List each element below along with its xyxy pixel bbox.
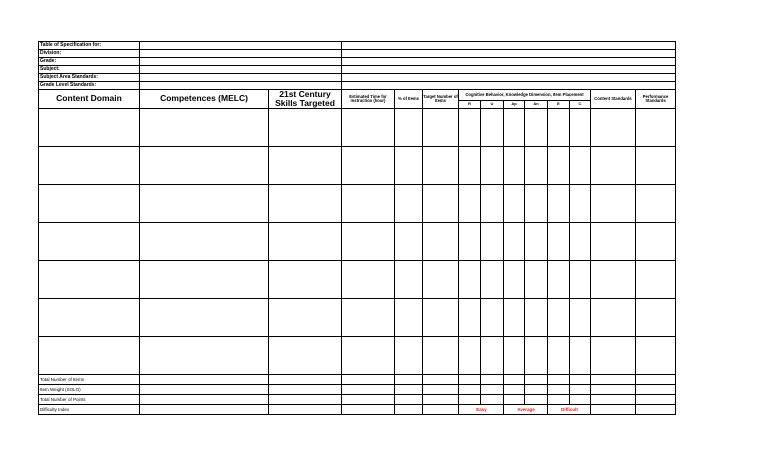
meta-value-a[interactable]: [140, 58, 342, 66]
meta-value-b[interactable]: [342, 66, 676, 74]
cell[interactable]: [395, 108, 423, 146]
cell[interactable]: [140, 336, 269, 374]
cell[interactable]: [395, 222, 423, 260]
cell[interactable]: [459, 108, 481, 146]
cell[interactable]: [269, 222, 342, 260]
cell[interactable]: [636, 336, 676, 374]
cell[interactable]: [140, 222, 269, 260]
difficulty-easy: Easy: [459, 404, 504, 414]
cell[interactable]: [548, 336, 570, 374]
cog-u: U: [481, 100, 504, 108]
cell[interactable]: [423, 146, 459, 184]
header-section: [39, 90, 676, 109]
cell[interactable]: [504, 184, 525, 222]
table-row: [39, 184, 676, 222]
cell[interactable]: [504, 384, 525, 394]
cell[interactable]: [459, 384, 481, 394]
cog-c: C: [570, 100, 591, 108]
cell[interactable]: [525, 184, 548, 222]
cell[interactable]: [342, 374, 395, 384]
cell[interactable]: [342, 336, 395, 374]
cog-e: E: [548, 100, 570, 108]
cell[interactable]: [481, 298, 504, 336]
cell[interactable]: [481, 384, 504, 394]
cell[interactable]: [481, 260, 504, 298]
cell[interactable]: [591, 404, 636, 414]
cell[interactable]: [140, 184, 269, 222]
cell[interactable]: [269, 384, 342, 394]
cell[interactable]: [269, 184, 342, 222]
cell[interactable]: [342, 260, 395, 298]
meta-label: Subject Area Standards:: [39, 74, 140, 82]
cell[interactable]: [525, 108, 548, 146]
meta-row: [39, 58, 676, 66]
cell[interactable]: [481, 336, 504, 374]
cell[interactable]: [504, 374, 525, 384]
cog-an: An: [525, 100, 548, 108]
header-performance-standards: Performance Standards: [636, 90, 676, 109]
cell[interactable]: [269, 394, 342, 404]
meta-value-b[interactable]: [342, 58, 676, 66]
cell[interactable]: [342, 146, 395, 184]
meta-section: [39, 42, 676, 90]
cell[interactable]: [423, 404, 459, 414]
cell[interactable]: [591, 260, 636, 298]
difficulty-difficult: Difficult: [548, 404, 591, 414]
meta-value-a[interactable]: [140, 74, 342, 82]
cell[interactable]: [570, 184, 591, 222]
cell[interactable]: [525, 384, 548, 394]
meta-row: [39, 42, 676, 50]
cell[interactable]: [269, 298, 342, 336]
footer-label: Item Weight (SOLO): [39, 384, 140, 394]
cell[interactable]: [636, 394, 676, 404]
cell[interactable]: [570, 146, 591, 184]
cell[interactable]: [342, 184, 395, 222]
cell[interactable]: [504, 298, 525, 336]
cell[interactable]: [591, 394, 636, 404]
footer-row: [39, 394, 676, 404]
footer-row: [39, 404, 676, 414]
cog-ap: Ap: [504, 100, 525, 108]
cell[interactable]: [636, 260, 676, 298]
cell[interactable]: [636, 374, 676, 384]
spec-table: [38, 41, 676, 415]
cell[interactable]: [504, 108, 525, 146]
cell[interactable]: [636, 222, 676, 260]
cell[interactable]: [459, 222, 481, 260]
cell[interactable]: [504, 336, 525, 374]
cell[interactable]: [39, 184, 140, 222]
cell[interactable]: [591, 374, 636, 384]
cell[interactable]: [636, 184, 676, 222]
cell[interactable]: [342, 394, 395, 404]
cell[interactable]: [459, 146, 481, 184]
cell[interactable]: [140, 260, 269, 298]
cell[interactable]: [423, 374, 459, 384]
footer-label: Total Number of Points: [39, 394, 140, 404]
cell[interactable]: [39, 146, 140, 184]
cell[interactable]: [481, 394, 504, 404]
table-row: [39, 336, 676, 374]
header-content-standards: Content Standards: [591, 90, 636, 109]
cell[interactable]: [395, 146, 423, 184]
meta-row: [39, 50, 676, 58]
meta-row: [39, 66, 676, 74]
cell[interactable]: [140, 298, 269, 336]
cell[interactable]: [570, 108, 591, 146]
cell[interactable]: [525, 146, 548, 184]
footer-label: Total Number of Items: [39, 374, 140, 384]
meta-label: Subject:: [39, 66, 140, 74]
header-content-domain: Content Domain: [39, 90, 140, 109]
cell[interactable]: [423, 336, 459, 374]
cell[interactable]: [548, 184, 570, 222]
footer-row: [39, 374, 676, 384]
cell[interactable]: [504, 394, 525, 404]
cell[interactable]: [342, 108, 395, 146]
cell[interactable]: [591, 222, 636, 260]
cell[interactable]: [395, 374, 423, 384]
cell[interactable]: [459, 394, 481, 404]
cell[interactable]: [459, 298, 481, 336]
cell[interactable]: [342, 222, 395, 260]
table-row: [39, 298, 676, 336]
cell[interactable]: [591, 146, 636, 184]
cell[interactable]: [548, 108, 570, 146]
cell[interactable]: [423, 108, 459, 146]
cell[interactable]: [548, 384, 570, 394]
cell[interactable]: [423, 384, 459, 394]
meta-value-b[interactable]: [342, 50, 676, 58]
cell[interactable]: [525, 374, 548, 384]
cell[interactable]: [525, 298, 548, 336]
cell[interactable]: [395, 394, 423, 404]
cell[interactable]: [39, 336, 140, 374]
footer-row: [39, 384, 676, 394]
cell[interactable]: [570, 374, 591, 384]
cell[interactable]: [548, 298, 570, 336]
cell[interactable]: [395, 184, 423, 222]
cell[interactable]: [548, 146, 570, 184]
cell[interactable]: [504, 146, 525, 184]
meta-value-a[interactable]: [140, 42, 342, 50]
header-time: Estimated Time for Instruction (hour): [342, 90, 395, 109]
cell[interactable]: [39, 108, 140, 146]
cell[interactable]: [269, 336, 342, 374]
cell[interactable]: [525, 222, 548, 260]
meta-row: [39, 74, 676, 82]
cell[interactable]: [591, 384, 636, 394]
cell[interactable]: [570, 394, 591, 404]
cell[interactable]: [548, 394, 570, 404]
header-target-number: Target Number of Items: [423, 90, 459, 109]
table-row: [39, 222, 676, 260]
cell[interactable]: [570, 298, 591, 336]
cell[interactable]: [548, 222, 570, 260]
cell[interactable]: [342, 384, 395, 394]
cell[interactable]: [140, 374, 269, 384]
cell[interactable]: [570, 336, 591, 374]
cell[interactable]: [342, 298, 395, 336]
difficulty-average: Average: [504, 404, 548, 414]
cell[interactable]: [395, 260, 423, 298]
meta-label: Division:: [39, 50, 140, 58]
body-section: [39, 108, 676, 374]
cell[interactable]: [591, 336, 636, 374]
cell[interactable]: [395, 298, 423, 336]
cell[interactable]: [140, 394, 269, 404]
header-skills: 21st Century Skills Targeted: [269, 90, 342, 109]
meta-value-b[interactable]: [342, 74, 676, 82]
cell[interactable]: [459, 184, 481, 222]
table-row: [39, 260, 676, 298]
cell[interactable]: [140, 404, 269, 414]
meta-label: Grade:: [39, 58, 140, 66]
cell[interactable]: [269, 374, 342, 384]
cell[interactable]: [548, 374, 570, 384]
cell[interactable]: [423, 260, 459, 298]
meta-value-b[interactable]: [342, 82, 676, 90]
cell[interactable]: [481, 184, 504, 222]
header-cognitive: Cognitive Behavior, Knowledge Dimension, Item Placement: [459, 90, 591, 101]
cell[interactable]: [140, 108, 269, 146]
cell[interactable]: [140, 384, 269, 394]
cell[interactable]: [269, 260, 342, 298]
cell[interactable]: [423, 394, 459, 404]
cell[interactable]: [636, 146, 676, 184]
meta-value-b[interactable]: [342, 42, 676, 50]
cell[interactable]: [423, 184, 459, 222]
table-row: [39, 108, 676, 146]
cell[interactable]: [423, 222, 459, 260]
cell[interactable]: [636, 298, 676, 336]
cell[interactable]: [269, 108, 342, 146]
cell[interactable]: [591, 108, 636, 146]
cell[interactable]: [395, 384, 423, 394]
meta-label: Table of Specification for:: [39, 42, 140, 50]
cell[interactable]: [269, 404, 342, 414]
cell[interactable]: [591, 298, 636, 336]
meta-value-a[interactable]: [140, 82, 342, 90]
cell[interactable]: [459, 336, 481, 374]
cell[interactable]: [39, 260, 140, 298]
cog-r: R: [459, 100, 481, 108]
cell[interactable]: [39, 298, 140, 336]
footer-label: Difficulty Index: [39, 404, 140, 414]
cell[interactable]: [140, 146, 269, 184]
cell[interactable]: [570, 260, 591, 298]
cell[interactable]: [591, 184, 636, 222]
cell[interactable]: [481, 146, 504, 184]
meta-value-a[interactable]: [140, 66, 342, 74]
cell[interactable]: [459, 260, 481, 298]
table-row: [39, 146, 676, 184]
cell[interactable]: [525, 394, 548, 404]
meta-label: Grade Level Standards:: [39, 82, 140, 90]
cell[interactable]: [39, 222, 140, 260]
cell[interactable]: [459, 374, 481, 384]
cell[interactable]: [395, 336, 423, 374]
cell[interactable]: [269, 146, 342, 184]
cell[interactable]: [636, 108, 676, 146]
cell[interactable]: [504, 222, 525, 260]
table-of-specification: [38, 41, 675, 415]
header-competences: Competences (MELC): [140, 90, 269, 109]
cell[interactable]: [395, 404, 423, 414]
footer-section: [39, 374, 676, 414]
cell[interactable]: [481, 222, 504, 260]
header-percent-items: % of Items: [395, 90, 423, 109]
cell[interactable]: [570, 384, 591, 394]
cell[interactable]: [504, 260, 525, 298]
cell[interactable]: [423, 298, 459, 336]
cell[interactable]: [481, 374, 504, 384]
cell[interactable]: [570, 222, 591, 260]
cell[interactable]: [481, 108, 504, 146]
cell[interactable]: [525, 336, 548, 374]
meta-value-a[interactable]: [140, 50, 342, 58]
cell[interactable]: [525, 260, 548, 298]
cell[interactable]: [636, 404, 676, 414]
cell[interactable]: [636, 384, 676, 394]
cell[interactable]: [548, 260, 570, 298]
cell[interactable]: [342, 404, 395, 414]
meta-row: [39, 82, 676, 90]
